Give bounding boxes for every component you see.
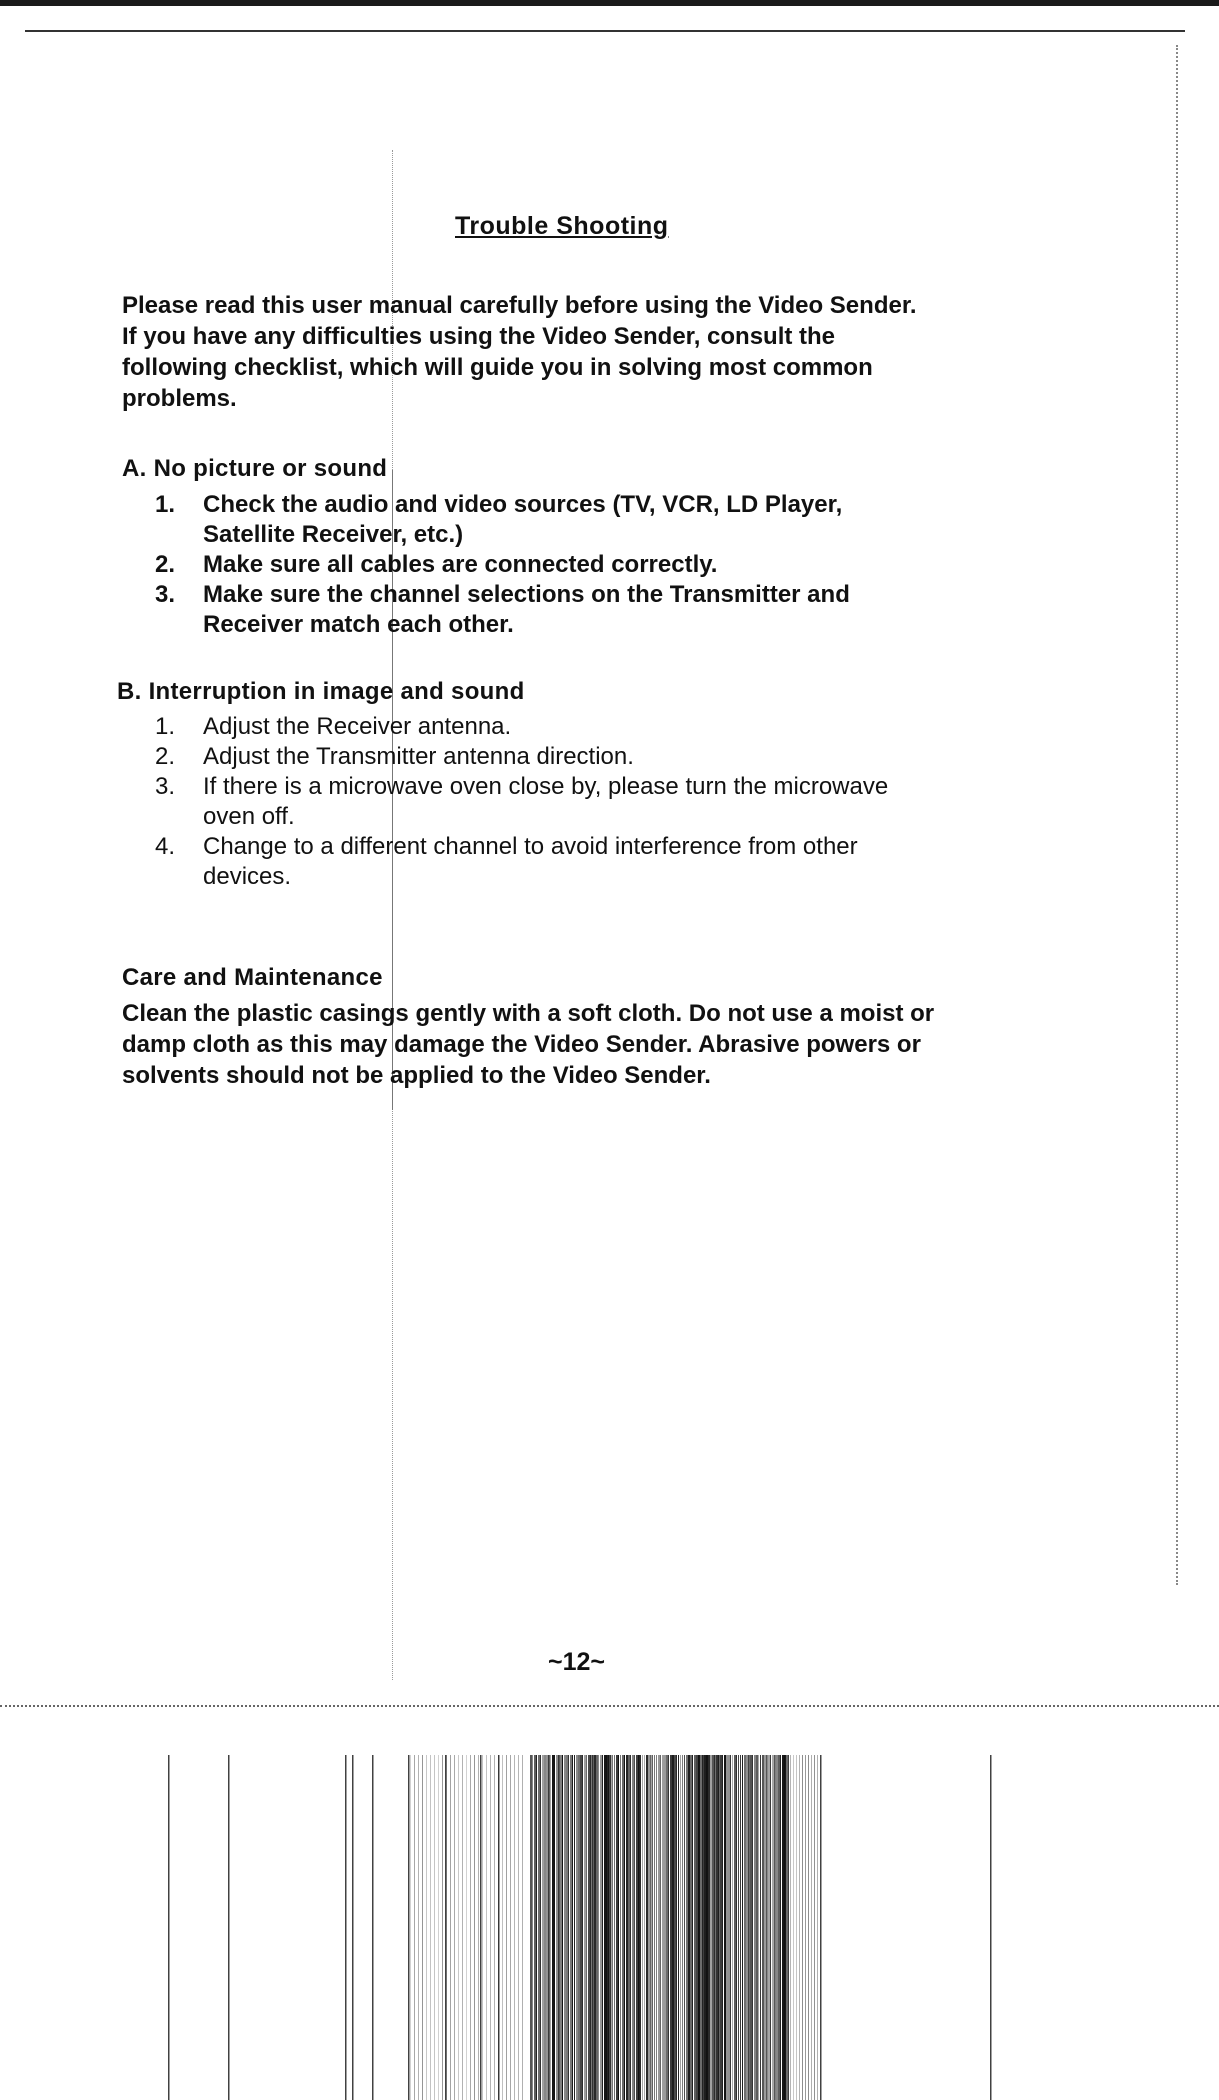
artifact-bar [570, 1755, 572, 2100]
artifact-bar [532, 1755, 533, 2100]
top-border [0, 0, 1219, 6]
artifact-bar [596, 1755, 598, 2100]
artifact-bar [817, 1755, 818, 2100]
artifact-bar [470, 1755, 471, 2100]
artifact-bar [732, 1755, 733, 2100]
bottom-rule [0, 1705, 1219, 1707]
artifact-bar [780, 1755, 781, 2100]
artifact-bar [656, 1755, 657, 2100]
artifact-bar [506, 1755, 507, 2100]
artifact-bar [748, 1755, 750, 2100]
artifact-bar [542, 1755, 544, 2100]
item-line: Make sure all cables are connected correctly. [203, 551, 718, 578]
artifact-bar [408, 1755, 410, 2100]
list-item [155, 742, 1055, 772]
artifact-bar [422, 1755, 423, 2100]
artifact-bar [805, 1755, 806, 2100]
artifact-bar [770, 1755, 771, 2100]
artifact-bar [514, 1755, 515, 2100]
artifact-bar [634, 1755, 635, 2100]
artifact-bar [638, 1755, 640, 2100]
artifact-bar [168, 1755, 170, 2100]
page-number: ~12~ [548, 1648, 606, 1676]
artifact-bar [730, 1755, 731, 2100]
artifact-bar [578, 1755, 580, 2100]
intro-line: Please read this user manual carefully before using the Video Sender. [122, 292, 917, 319]
artifact-bar [564, 1755, 566, 2100]
scan-edge-right [1176, 45, 1178, 1585]
artifact-bar [490, 1755, 491, 2100]
artifact-bar [626, 1755, 628, 2100]
artifact-bar [784, 1755, 786, 2100]
artifact-bar [799, 1755, 800, 2100]
artifact-bar [454, 1755, 455, 2100]
artifact-bar [664, 1755, 666, 2100]
care-line: solvents should not be applied to the Video Sender. [122, 1062, 711, 1089]
artifact-bar [480, 1755, 482, 2100]
artifact-bar [478, 1755, 479, 2100]
artifact-bar [776, 1755, 778, 2100]
artifact-bar [536, 1755, 537, 2100]
item-number: 1. [155, 713, 176, 740]
artifact-bar [614, 1755, 615, 2100]
artifact-bar [498, 1755, 499, 2100]
item-line: Check the audio and video sources (TV, VCR, LD Player, [203, 491, 843, 518]
artifact-bar [534, 1755, 536, 2100]
artifact-bar [624, 1755, 625, 2100]
care-heading: Care and Maintenance [122, 964, 383, 991]
artifact-bar [660, 1755, 661, 2100]
artifact-bar [644, 1755, 645, 2100]
artifact-bar [811, 1755, 812, 2100]
artifact-bar [774, 1755, 776, 2100]
artifact-bar [662, 1755, 664, 2100]
artifact-bar [462, 1755, 463, 2100]
artifact-bar [510, 1755, 511, 2100]
artifact-bar [722, 1755, 723, 2100]
artifact-bar [584, 1755, 586, 2100]
item-number: 4. [155, 833, 176, 860]
scan-artifact-barcode [0, 1755, 1219, 2100]
artifact-bar [758, 1755, 759, 2100]
artifact-bar [486, 1755, 487, 2100]
artifact-bar [752, 1755, 753, 2100]
page-title: Trouble Shooting [455, 212, 669, 240]
item-number: 3. [155, 581, 176, 608]
artifact-bar [692, 1755, 693, 2100]
artifact-bar [688, 1755, 690, 2100]
artifact-bar [576, 1755, 578, 2100]
artifact-bar [594, 1755, 596, 2100]
artifact-bar [678, 1755, 679, 2100]
item-line: Adjust the Receiver antenna. [203, 713, 512, 740]
list-item [155, 832, 1055, 892]
artifact-bar [670, 1755, 672, 2100]
artifact-bar [518, 1755, 519, 2100]
artifact-bar [466, 1755, 467, 2100]
artifact-bar [494, 1755, 495, 2100]
artifact-bar [820, 1755, 822, 2100]
section-b-heading: B. Interruption in image and sound [117, 678, 525, 705]
artifact-bar [502, 1755, 503, 2100]
artifact-bar [414, 1755, 415, 2100]
item-line: oven off. [203, 803, 295, 830]
intro-paragraph [122, 290, 1042, 414]
artifact-bar [754, 1755, 756, 2100]
artifact-bar [538, 1755, 540, 2100]
intro-line: following checklist, which will guide you in solving most common [122, 354, 873, 381]
artifact-bar [610, 1755, 612, 2100]
artifact-bar [640, 1755, 641, 2100]
artifact-bar [372, 1755, 374, 2100]
artifact-bar [652, 1755, 653, 2100]
artifact-bar [756, 1755, 758, 2100]
list-item [155, 490, 1055, 550]
item-line: Satellite Receiver, etc.) [203, 521, 464, 548]
artifact-bar [530, 1755, 532, 2100]
list-item [155, 712, 1055, 742]
item-number: 2. [155, 743, 176, 770]
care-line: damp cloth as this may damage the Video Sender. Abrasive powers or [122, 1031, 921, 1058]
artifact-bar [592, 1755, 594, 2100]
artifact-bar [738, 1755, 739, 2100]
artifact-bar [724, 1755, 726, 2100]
artifact-bar [790, 1755, 791, 2100]
artifact-bar [744, 1755, 746, 2100]
artifact-bar [802, 1755, 803, 2100]
artifact-bar [690, 1755, 692, 2100]
list-item [155, 580, 1055, 640]
artifact-bar [612, 1755, 613, 2100]
artifact-bar [694, 1755, 696, 2100]
artifact-bar [548, 1755, 550, 2100]
artifact-bar [442, 1755, 443, 2100]
artifact-bar [540, 1755, 541, 2100]
item-line: Make sure the channel selections on the Transmitter and [203, 581, 850, 608]
artifact-bar [446, 1755, 447, 2100]
artifact-bar [766, 1755, 768, 2100]
artifact-bar [698, 1755, 700, 2100]
list-item [155, 550, 1055, 580]
intro-line: If you have any difficulties using the Video Sender, consult the [122, 323, 836, 350]
artifact-bar [574, 1755, 575, 2100]
artifact-bar [718, 1755, 720, 2100]
artifact-bar [740, 1755, 741, 2100]
item-line: Adjust the Transmitter antenna direction. [203, 743, 634, 770]
artifact-bar [602, 1755, 603, 2100]
artifact-bar [708, 1755, 710, 2100]
artifact-bar [710, 1755, 712, 2100]
artifact-bar [566, 1755, 568, 2100]
top-rule [25, 30, 1185, 32]
artifact-bar [760, 1755, 761, 2100]
artifact-bar [544, 1755, 546, 2100]
care-paragraph [122, 998, 1062, 1091]
list-item [155, 772, 1055, 832]
artifact-bar [628, 1755, 630, 2100]
artifact-bar [568, 1755, 569, 2100]
artifact-bar [672, 1755, 674, 2100]
artifact-bar [434, 1755, 435, 2100]
artifact-bar [345, 1755, 347, 2100]
artifact-bar [630, 1755, 631, 2100]
artifact-bar [808, 1755, 809, 2100]
artifact-bar [668, 1755, 669, 2100]
artifact-bar [686, 1755, 688, 2100]
artifact-bar [646, 1755, 648, 2100]
artifact-bar [582, 1755, 583, 2100]
artifact-bar [736, 1755, 737, 2100]
item-number: 1. [155, 491, 176, 518]
artifact-bar [796, 1755, 797, 2100]
artifact-bar [990, 1755, 992, 2100]
artifact-bar [426, 1755, 427, 2100]
artifact-bar [654, 1755, 655, 2100]
section-a-list [155, 490, 1055, 640]
artifact-bar [562, 1755, 563, 2100]
artifact-bar [554, 1755, 555, 2100]
artifact-bar [788, 1755, 789, 2100]
section-a-heading: A. No picture or sound [122, 455, 388, 482]
item-line: Change to a different channel to avoid interference from other [203, 833, 858, 860]
artifact-bar [586, 1755, 587, 2100]
artifact-bar [684, 1755, 685, 2100]
artifact-bar [482, 1755, 483, 2100]
artifact-bar [682, 1755, 683, 2100]
artifact-bar [620, 1755, 621, 2100]
artifact-bar [642, 1755, 643, 2100]
artifact-bar [228, 1755, 230, 2100]
artifact-bar [352, 1755, 354, 2100]
artifact-bar [762, 1755, 764, 2100]
artifact-bar [622, 1755, 624, 2100]
artifact-bar [793, 1755, 794, 2100]
artifact-bar [726, 1755, 728, 2100]
item-line: If there is a microwave oven close by, please turn the microwave [203, 773, 889, 800]
item-line: Receiver match each other. [203, 611, 514, 638]
artifact-bar [742, 1755, 743, 2100]
artifact-bar [666, 1755, 668, 2100]
artifact-bar [814, 1755, 815, 2100]
artifact-bar [438, 1755, 439, 2100]
artifact-bar [410, 1755, 411, 2100]
care-line: Clean the plastic casings gently with a soft cloth. Do not use a moist or [122, 1000, 935, 1027]
item-line: devices. [203, 863, 292, 890]
artifact-bar [706, 1755, 708, 2100]
item-number: 2. [155, 551, 176, 578]
artifact-bar [702, 1755, 704, 2100]
artifact-bar [458, 1755, 459, 2100]
artifact-bar [618, 1755, 619, 2100]
item-number: 3. [155, 773, 176, 800]
intro-line: problems. [122, 385, 237, 412]
artifact-bar [768, 1755, 770, 2100]
artifact-bar [522, 1755, 523, 2100]
artifact-bar [572, 1755, 573, 2100]
artifact-bar [450, 1755, 451, 2100]
artifact-bar [714, 1755, 716, 2100]
artifact-bar [558, 1755, 560, 2100]
section-b-list [155, 712, 1055, 892]
artifact-bar [650, 1755, 652, 2100]
artifact-bar [598, 1755, 599, 2100]
artifact-bar [676, 1755, 677, 2100]
artifact-bar [680, 1755, 681, 2100]
artifact-bar [418, 1755, 419, 2100]
artifact-bar [474, 1755, 475, 2100]
artifact-bar [550, 1755, 551, 2100]
artifact-bar [430, 1755, 431, 2100]
